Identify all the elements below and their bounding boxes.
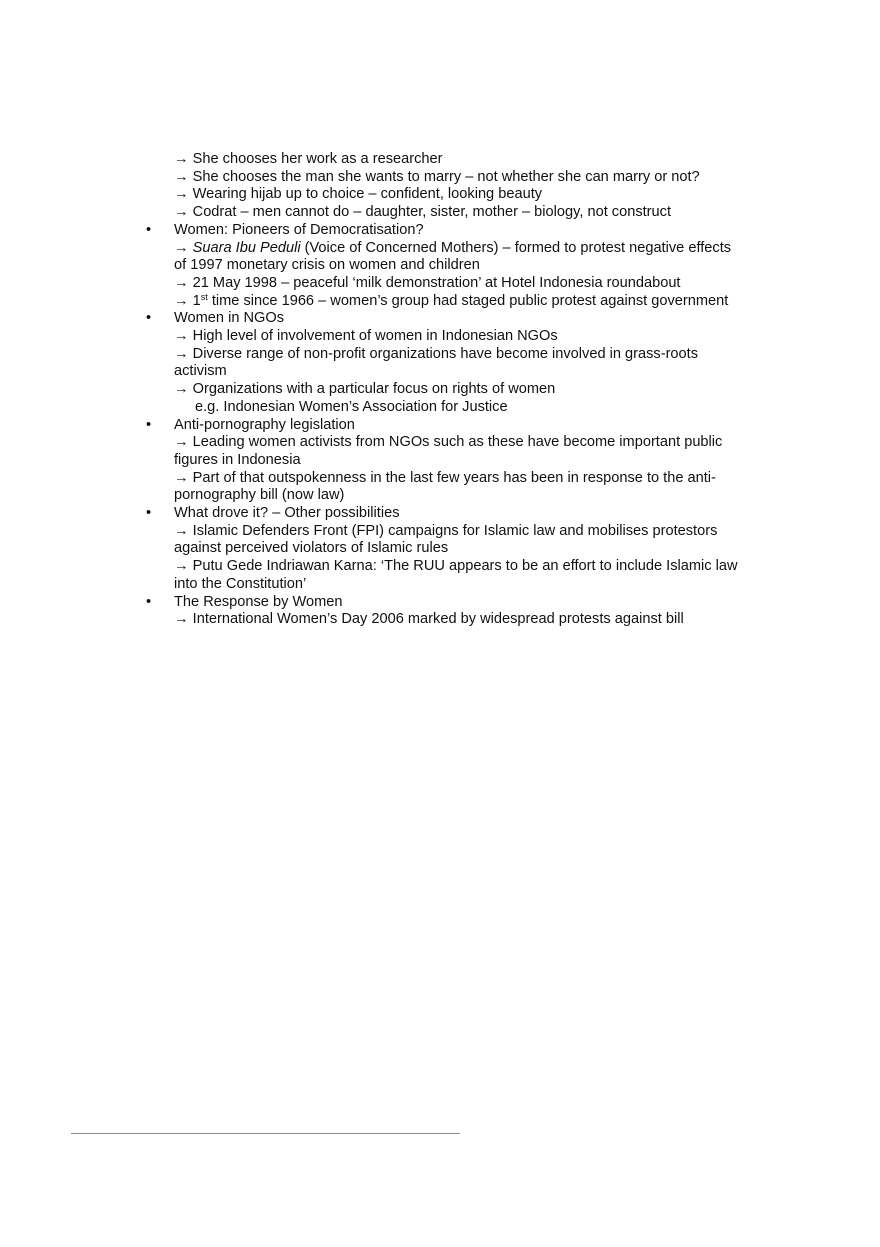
- footnote-separator: [71, 1133, 460, 1134]
- intro-line: → She chooses her work as a researcher: [174, 151, 443, 167]
- intro-arrow-list: [146, 151, 746, 222]
- ordinal-superscript: st: [200, 291, 208, 302]
- intro-line: → Wearing hijab up to choice – confident, looking beauty: [174, 186, 543, 203]
- bullet-title: Women in NGOs: [174, 310, 285, 327]
- bullet-title: Anti-pornography legislation: [174, 416, 355, 433]
- bullet-point: → Suara Ibu Peduli (Voice of Concerned Mothers) – formed to protest negative effects of 1997 monetary crisis on women and children: [174, 239, 732, 274]
- intro-line: → Codrat – men cannot do – daughter, sister, mother – biology, not construct: [174, 204, 672, 221]
- document-body: [146, 151, 746, 629]
- bullet-point: → Leading women activists from NGOs such as these have become important public figures in Indonesia: [174, 434, 723, 468]
- bullet-item: [146, 594, 746, 629]
- bullet-dot-icon: •: [146, 593, 152, 610]
- bullet-title: What drove it? – Other possibilities: [174, 505, 400, 522]
- bullet-point: → Diverse range of non-profit organizations have become involved in grass-roots activism: [174, 345, 699, 380]
- bullet-item: [146, 222, 746, 311]
- bullet-dot-icon: •: [146, 505, 152, 522]
- bullet-point: → International Women’s Day 2006 marked by widespread protests against bill: [174, 611, 684, 628]
- bullet-dot-icon: •: [146, 416, 152, 433]
- bullet-example: e.g. Indonesian Women’s Association for Justice: [195, 398, 508, 415]
- bullet-item: [146, 417, 746, 506]
- bullet-title: Women: Pioneers of Democratisation?: [174, 221, 424, 238]
- bullet-point: → Islamic Defenders Front (FPI) campaigns for Islamic law and mobilises protestors against perceived violators of Islamic rules: [174, 522, 718, 557]
- bullet-item: [146, 505, 746, 594]
- bullet-list: [146, 222, 746, 629]
- bullet-point: → High level of involvement of women in Indonesian NGOs: [174, 328, 558, 345]
- bullet-point: → Putu Gede Indriawan Karna: ‘The RUU appears to be an effort to include Islamic law into the Constitution’: [174, 558, 738, 592]
- bullet-point: → 1st time since 1966 – women’s group had staged public protest against government: [174, 291, 729, 309]
- bullet-point: → Part of that outspokenness in the last few years has been in response to the anti-pornography bill (now law): [174, 469, 716, 504]
- bullet-title: The Response by Women: [174, 593, 343, 610]
- bullet-dot-icon: •: [146, 221, 152, 238]
- bullet-point: → 21 May 1998 – peaceful ‘milk demonstration’ at Hotel Indonesia roundabout: [174, 274, 681, 291]
- bullet-dot-icon: •: [146, 310, 152, 327]
- bullet-item: [146, 310, 746, 416]
- intro-line: → She chooses the man she wants to marry – not whether she can marry or not?: [174, 168, 700, 185]
- bullet-point: → Organizations with a particular focus on rights of women: [174, 381, 556, 398]
- italic-name: Suara Ibu Peduli: [192, 239, 301, 256]
